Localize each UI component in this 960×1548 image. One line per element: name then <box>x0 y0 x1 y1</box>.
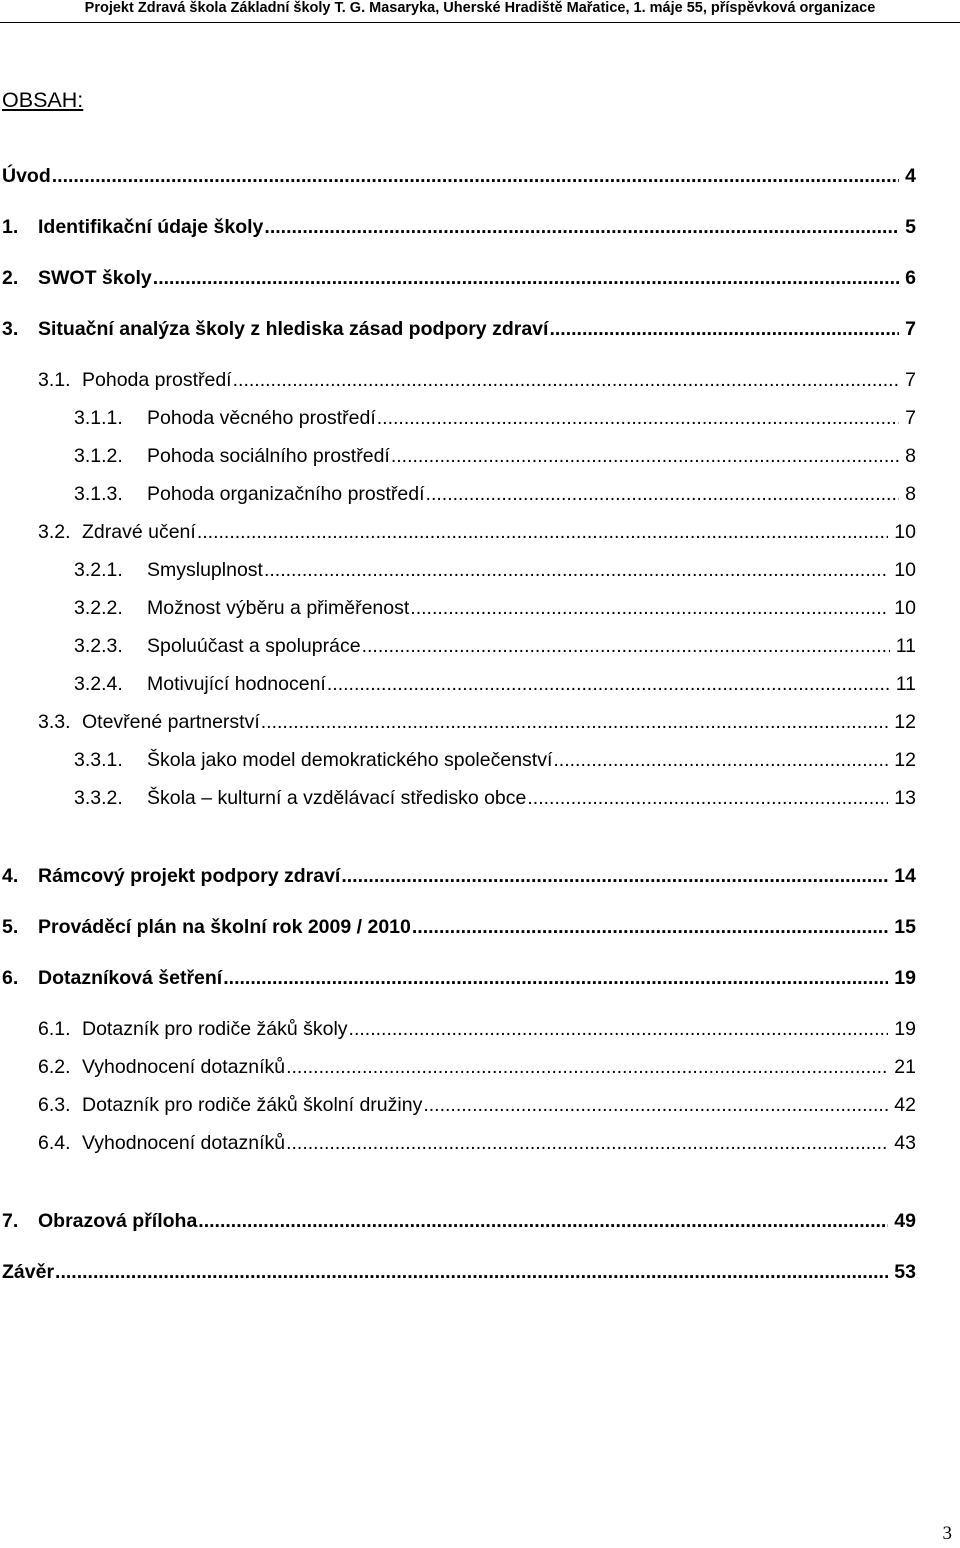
toc-entry-4[interactable] <box>2 864 916 888</box>
toc-entry-page: 11 <box>895 635 916 657</box>
toc-entry-number: 5. <box>2 916 19 938</box>
toc-entry-page: 43 <box>894 1132 916 1154</box>
toc-leader-dots <box>423 1093 888 1117</box>
toc-leader-dots <box>153 266 899 290</box>
toc-entry-3-1-2[interactable] <box>74 444 916 468</box>
toc-entry-7[interactable] <box>2 1209 916 1233</box>
toc-entry-6-1[interactable] <box>38 1017 916 1041</box>
toc-leader-dots <box>286 1055 888 1079</box>
toc-entry-text: Pohoda organizačního prostředí <box>147 483 425 505</box>
toc-entry-number: 6.2. <box>38 1056 71 1078</box>
toc-leader-dots <box>412 915 888 939</box>
toc-entry-6-4[interactable] <box>38 1131 916 1155</box>
toc-entry-text: Škola jako model demokratického společenství <box>147 749 553 771</box>
toc-entry-text: Dotazníková šetření <box>38 967 223 989</box>
toc-entry-page: 8 <box>905 445 916 467</box>
toc-entry-3-1-1[interactable] <box>74 406 916 430</box>
toc-entry-text: Situační analýza školy z hlediska zásad podpory zdraví <box>38 318 549 340</box>
toc-entry-3-2-2[interactable] <box>74 596 916 620</box>
toc-leader-dots <box>261 710 889 734</box>
toc-entry-text: Dotazník pro rodiče žáků školy <box>82 1018 348 1040</box>
toc-heading: OBSAH: <box>2 88 84 112</box>
toc-entry-page: 11 <box>895 673 916 695</box>
toc-leader-dots <box>198 1209 888 1233</box>
header-rule <box>0 22 960 23</box>
toc-entry-number: 3.2. <box>38 521 71 543</box>
toc-entry-page: 15 <box>894 916 916 938</box>
toc-entry-1[interactable] <box>2 215 916 239</box>
toc-leader-dots <box>286 1131 888 1155</box>
toc-entry-2[interactable] <box>2 266 916 290</box>
toc-entry-number: 3.2.2. <box>74 597 123 619</box>
toc-entry-number: 4. <box>2 865 19 887</box>
toc-leader-dots <box>553 748 888 772</box>
toc-entry-text: Vyhodnocení dotazníků <box>82 1056 286 1078</box>
toc-entry-page: 10 <box>894 597 916 619</box>
toc-entry-text: Pohoda sociálního prostředí <box>147 445 390 467</box>
toc-entry-uvod[interactable] <box>2 164 916 188</box>
toc-entry-text: Vyhodnocení dotazníků <box>82 1132 286 1154</box>
toc-entry-number: 3.1. <box>38 369 71 391</box>
toc-leader-dots <box>327 672 890 696</box>
toc-entry-page: 10 <box>894 521 916 543</box>
toc-leader-dots <box>233 368 900 392</box>
toc-entry-text: Spoluúčast a spolupráce <box>147 635 361 657</box>
toc-entry-number: 3.3. <box>38 711 71 733</box>
toc-entry-page: 8 <box>905 483 916 505</box>
toc-entry-text: Dotazník pro rodiče žáků školní družiny <box>82 1094 423 1116</box>
toc-leader-dots <box>377 406 899 430</box>
toc-entry-3-2-3[interactable] <box>74 634 916 658</box>
toc-entry-page: 6 <box>905 267 916 289</box>
toc-leader-dots <box>391 444 899 468</box>
toc-leader-dots <box>264 215 899 239</box>
toc-entry-page: 49 <box>894 1210 916 1232</box>
toc-leader-dots <box>52 164 899 188</box>
toc-entry-page: 14 <box>894 865 916 887</box>
toc-entry-text: Motivující hodnocení <box>147 673 326 695</box>
toc-entry-number: 3.1.2. <box>74 445 123 467</box>
toc-entry-text: Pohoda věcného prostředí <box>147 407 376 429</box>
toc-entry-text: Rámcový projekt podpory zdraví <box>38 865 341 887</box>
toc-entry-number: 1. <box>2 216 19 238</box>
toc-entry-page: 42 <box>894 1094 916 1116</box>
toc-entry-3-1-3[interactable] <box>74 482 916 506</box>
toc-leader-dots <box>362 634 890 658</box>
toc-entry-page: 12 <box>894 711 916 733</box>
toc-entry-5[interactable] <box>2 915 916 939</box>
toc-entry-page: 7 <box>905 407 916 429</box>
toc-leader-dots <box>426 482 900 506</box>
toc-entry-3-3[interactable] <box>38 710 916 734</box>
toc-entry-text: Zdravé učení <box>82 521 196 543</box>
toc-entry-text: Pohoda prostředí <box>82 369 232 391</box>
toc-entry-number: 3.2.3. <box>74 635 123 657</box>
toc-entry-number: 3.1.3. <box>74 483 123 505</box>
toc-entry-text: Úvod <box>2 165 51 187</box>
toc-entry-3-1[interactable] <box>38 368 916 392</box>
toc-entry-number: 6.1. <box>38 1018 71 1040</box>
toc-entry-text: Otevřené partnerství <box>82 711 260 733</box>
toc-leader-dots <box>223 966 888 990</box>
toc-entry-text: Identifikační údaje školy <box>38 216 264 238</box>
toc-entry-number: 2. <box>2 267 19 289</box>
toc-leader-dots <box>55 1260 888 1284</box>
toc-leader-dots <box>410 596 888 620</box>
toc-entry-text: Závěr <box>2 1261 55 1283</box>
toc-entry-page: 7 <box>905 318 916 340</box>
toc-entry-number: 3.3.2. <box>74 787 123 809</box>
toc-leader-dots <box>197 520 888 544</box>
toc-entry-6-2[interactable] <box>38 1055 916 1079</box>
toc-entry-number: 6.3. <box>38 1094 71 1116</box>
toc-leader-dots <box>341 864 888 888</box>
toc-entry-page: 12 <box>894 749 916 771</box>
page-number: 3 <box>942 1523 952 1544</box>
toc-entry-page: 4 <box>905 165 916 187</box>
toc-entry-6-3[interactable] <box>38 1093 916 1117</box>
toc-entry-text: Obrazová příloha <box>38 1210 198 1232</box>
toc-entry-number: 3.1.1. <box>74 407 123 429</box>
toc-entry-page: 19 <box>894 1018 916 1040</box>
toc-entry-page: 5 <box>905 216 916 238</box>
toc-entry-page: 21 <box>894 1056 916 1078</box>
toc-entry-number: 6. <box>2 967 19 989</box>
toc-entry-number: 3.2.1. <box>74 559 123 581</box>
toc-entry-6[interactable] <box>2 966 916 990</box>
toc-entry-3-2-1[interactable] <box>74 558 916 582</box>
toc-entry-page: 13 <box>894 787 916 809</box>
toc-leader-dots <box>349 1017 889 1041</box>
toc-entry-3-2[interactable] <box>38 520 916 544</box>
toc-entry-3-3-2[interactable] <box>74 786 916 810</box>
toc-entry-number: 3.2.4. <box>74 673 123 695</box>
toc-entry-number: 7. <box>2 1210 19 1232</box>
toc-entry-text: Prováděcí plán na školní rok 2009 / 2010 <box>38 916 411 938</box>
toc-leader-dots <box>264 558 888 582</box>
page-header: Projekt Zdravá škola Základní školy T. G. Masaryka, Uherské Hradiště Mařatice, 1. máje 55, příspěvková organizace <box>84 0 876 16</box>
toc-entry-3-2-4[interactable] <box>74 672 916 696</box>
toc-entry-text: Škola – kulturní a vzdělávací středisko obce <box>147 787 527 809</box>
toc-entry-number: 3. <box>2 318 19 340</box>
toc-entry-3-3-1[interactable] <box>74 748 916 772</box>
toc-entry-text: Smysluplnost <box>147 559 263 581</box>
toc-entry-zaver[interactable] <box>2 1260 916 1284</box>
toc-entry-text: Možnost výběru a přiměřenost <box>147 597 410 619</box>
toc-entry-3[interactable] <box>2 317 916 341</box>
toc-entry-page: 19 <box>894 967 916 989</box>
toc-leader-dots <box>549 317 899 341</box>
toc-entry-page: 10 <box>894 559 916 581</box>
toc-entry-text: SWOT školy <box>38 267 152 289</box>
toc-entry-page: 7 <box>905 369 916 391</box>
toc-entry-page: 53 <box>894 1261 916 1283</box>
toc-leader-dots <box>527 786 888 810</box>
toc-entry-number: 3.3.1. <box>74 749 123 771</box>
toc-entry-number: 6.4. <box>38 1132 71 1154</box>
